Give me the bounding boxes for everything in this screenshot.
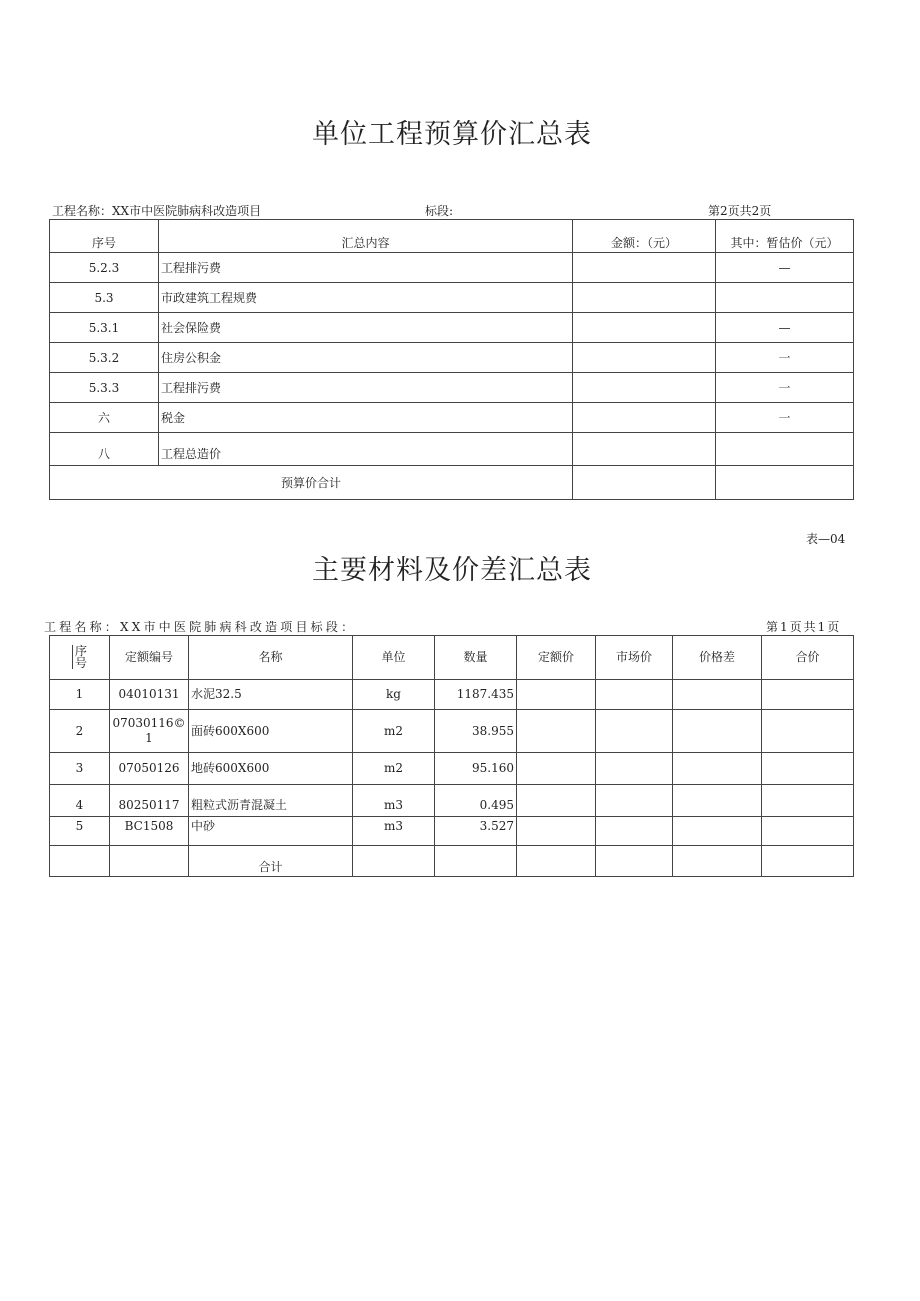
row-content: 社会保险费: [159, 313, 573, 343]
total-row: [50, 846, 854, 877]
row-provisional: 一: [716, 343, 854, 373]
row-total-price: [762, 753, 854, 785]
table-row: [50, 343, 854, 373]
section-label: 标段:: [425, 204, 454, 218]
row-qty: 95.160: [435, 753, 517, 785]
row-quota-price: [517, 785, 596, 817]
table-code: 表—04: [806, 532, 846, 546]
row-price-diff: [673, 753, 762, 785]
row-content: 税金: [159, 403, 573, 433]
table-row: [50, 313, 854, 343]
row-price-diff: [673, 785, 762, 817]
row-amount: [573, 433, 716, 466]
row-code: 80250117: [110, 785, 189, 817]
row-quota-price: [517, 710, 596, 753]
table-header-row: [50, 220, 854, 253]
header-content: 汇总内容: [159, 220, 573, 253]
header-price-diff: 价格差: [673, 636, 762, 680]
row-qty: 3.527: [435, 817, 517, 846]
row-price-diff: [673, 680, 762, 710]
row-total-price: [762, 680, 854, 710]
total-code: [110, 846, 189, 877]
row-seq: 六: [50, 403, 159, 433]
table-row: [50, 680, 854, 710]
row-provisional: [716, 433, 854, 466]
row-content: 市政建筑工程规费: [159, 283, 573, 313]
header-quota-price: 定额价: [517, 636, 596, 680]
row-unit: kg: [353, 680, 435, 710]
row-seq: 5.3: [50, 283, 159, 313]
row-market-price: [596, 710, 673, 753]
table-row: [50, 753, 854, 785]
row-unit: m3: [353, 785, 435, 817]
row-content: 工程排污费: [159, 373, 573, 403]
row-qty: 1187.435: [435, 680, 517, 710]
row-seq: 5.3.3: [50, 373, 159, 403]
page-title-budget-summary: 单位工程预算价汇总表: [312, 119, 592, 150]
total-seq: [50, 846, 110, 877]
row-amount: [573, 373, 716, 403]
materials-project-label: 工程名称：XX市中医院肺病科改造项目标段：: [44, 620, 357, 634]
row-unit: m2: [353, 753, 435, 785]
header-total-price: 合价: [762, 636, 854, 680]
row-price-diff: [673, 710, 762, 753]
row-code: 04010131: [110, 680, 189, 710]
page-indicator: 第2页共2页: [708, 204, 772, 218]
materials-page-indicator: 第1页共1页: [766, 620, 842, 634]
header-market-price: 市场价: [596, 636, 673, 680]
total-price-diff: [673, 846, 762, 877]
row-content: 工程总造价: [159, 433, 573, 466]
row-seq: 5.3.1: [50, 313, 159, 343]
row-amount: [573, 343, 716, 373]
table-row: [50, 403, 854, 433]
header-amount: 金额：（元）: [573, 220, 716, 253]
row-market-price: [596, 785, 673, 817]
row-code: 07030116©1: [110, 710, 189, 753]
header-seq: 序号: [50, 220, 159, 253]
row-provisional: 一: [716, 373, 854, 403]
row-amount: [573, 283, 716, 313]
row-quota-price: [517, 817, 596, 846]
row-unit: m3: [353, 817, 435, 846]
table-row: [50, 373, 854, 403]
row-seq: 2: [50, 710, 110, 753]
header-seq: [50, 636, 110, 680]
row-provisional: —: [716, 253, 854, 283]
page-title-materials: 主要材料及价差汇总表: [312, 555, 592, 586]
row-total-price: [762, 710, 854, 753]
row-total-price: [762, 785, 854, 817]
header-unit: 单位: [353, 636, 435, 680]
total-quota-price: [517, 846, 596, 877]
row-name: 水泥32.5: [189, 680, 353, 710]
row-amount: [573, 313, 716, 343]
row-seq: 1: [50, 680, 110, 710]
row-seq: 5.2.3: [50, 253, 159, 283]
total-amount: [573, 466, 716, 500]
row-seq: 4: [50, 785, 110, 817]
total-row: [50, 466, 854, 500]
row-code: BC1508: [110, 817, 189, 846]
table-row: [50, 283, 854, 313]
header-seq-label: 序号: [72, 645, 87, 669]
row-provisional: —: [716, 313, 854, 343]
row-name: 粗粒式沥青混凝土: [189, 785, 353, 817]
total-unit: [353, 846, 435, 877]
row-market-price: [596, 753, 673, 785]
total-total-price: [762, 846, 854, 877]
table-row: [50, 710, 854, 753]
total-provisional: [716, 466, 854, 500]
row-provisional: [716, 283, 854, 313]
row-quota-price: [517, 680, 596, 710]
row-seq: 5: [50, 817, 110, 846]
table-header-row: [50, 636, 854, 680]
row-market-price: [596, 680, 673, 710]
total-label: 合计: [189, 846, 353, 877]
row-amount: [573, 253, 716, 283]
table-row: [50, 817, 854, 846]
row-market-price: [596, 817, 673, 846]
header-qty: 数量: [435, 636, 517, 680]
header-provisional: 其中：暂估价（元）: [716, 220, 854, 253]
row-name: 地砖600X600: [189, 753, 353, 785]
row-name: 中砂: [189, 817, 353, 846]
row-code: 07050126: [110, 753, 189, 785]
table-row: [50, 253, 854, 283]
row-qty: 0.495: [435, 785, 517, 817]
total-market-price: [596, 846, 673, 877]
row-quota-price: [517, 753, 596, 785]
row-seq: 3: [50, 753, 110, 785]
row-total-price: [762, 817, 854, 846]
total-label: 预算价合计: [50, 466, 573, 500]
budget-summary-table: [49, 219, 854, 500]
project-name-label: 工程名称：XX市中医院肺病科改造项目: [52, 204, 262, 218]
row-seq: 5.3.2: [50, 343, 159, 373]
table-row: [50, 785, 854, 817]
row-content: 工程排污费: [159, 253, 573, 283]
row-seq: 八: [50, 433, 159, 466]
row-price-diff: [673, 817, 762, 846]
header-code: 定额编号: [110, 636, 189, 680]
table-row: [50, 433, 854, 466]
row-name: 面砖600X600: [189, 710, 353, 753]
materials-table: [49, 635, 854, 877]
header-name: 名称: [189, 636, 353, 680]
row-unit: m2: [353, 710, 435, 753]
row-qty: 38.955: [435, 710, 517, 753]
row-content: 住房公积金: [159, 343, 573, 373]
row-provisional: 一: [716, 403, 854, 433]
row-amount: [573, 403, 716, 433]
total-qty: [435, 846, 517, 877]
